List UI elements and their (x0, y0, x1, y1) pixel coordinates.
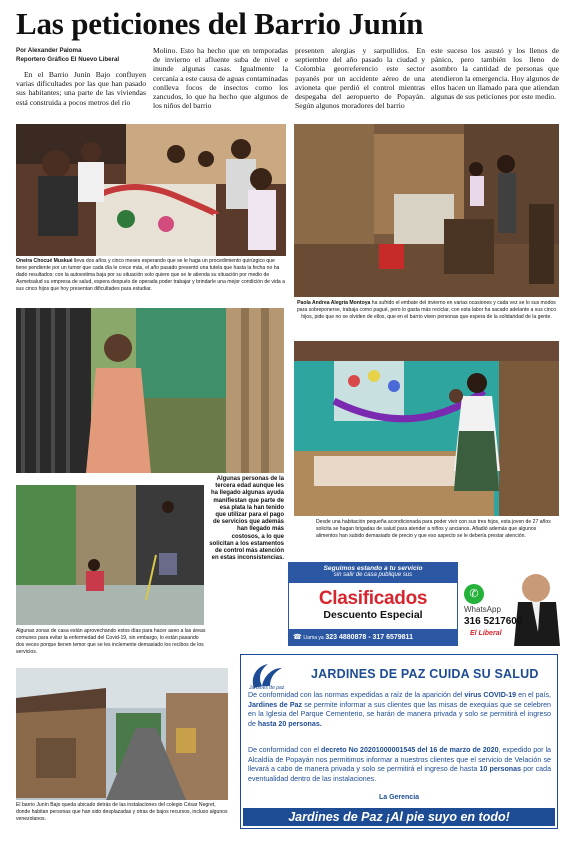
jardines-signature: La Gerencia (378, 794, 420, 801)
jardines-footer: Jardines de Paz ¡Al pie suyo en todo! (243, 808, 555, 826)
byline-role: Reportero Gráfico El Nuevo Liberal (16, 56, 120, 63)
ad-jardines[interactable] (240, 654, 558, 829)
caption-photo-5: Algunas zonas de casa están aprovechando estos días para hacer aseo a las áreas comunes para evitar la enfermedad del Covid-19, sin embargo, lo están pasando dos veces porque tienen temor que se les inclemente demasiado los recibos de los servicios. (16, 628, 206, 655)
jardines-title: JARDINES DE PAZ CUIDA SU SALUD (311, 667, 539, 681)
article-col-4: este suceso los asustó y los llenos de pánico, pero también los lleno de asombro la cantidad de personas que atendieron la emergencia. Hoy algunos de ellos hacen un llamado para que atiendan algunas de sus peticiones por este medio. (431, 46, 559, 102)
ad-whatsapp[interactable] (460, 562, 560, 646)
caption-photo-2 (294, 300, 559, 321)
caption-photo-2-text: ha sufrido el embate del invierno en varias ocasiones y cada vez se lo sus modos para sobreponerse, trabaja como pagué, pero lo gasta más reciclar, con esta labor ha sacado adelante a sus cinco hijos, pide que no se olviden de ellos, que en el barrio viven personas que espera de la solidaridad de la gente. (296, 300, 557, 320)
ad-clasificados-topbar (289, 563, 457, 583)
whatsapp-icon: ✆ (464, 584, 484, 604)
ad-clasificados[interactable] (288, 562, 458, 646)
photo-elderly-woman (16, 308, 284, 473)
ad-clasificados-contact (289, 629, 457, 645)
jardines-p2-d: 10 personas (479, 765, 522, 774)
article-col-3: presenten alergias y sarpullidos. En septiembre del año pasado la ciudad y Colombia georreferencio este sector payanés por un accidente aéreo de una avioneta que perdió el control mientras despegaba del aeropuerto de Popayán. Según algunos moradores del barrio (295, 46, 425, 111)
ad-clasificados-line1: Seguimos estando a tu servicio (323, 565, 423, 572)
whatsapp-label: WhatsApp (464, 605, 501, 614)
headline: Las peticiones del Barrio Junín (16, 6, 424, 41)
jardines-p2-e: por cada eventualidad dentro de las instalaciones. (248, 765, 552, 783)
caption-photo-6: El barrio Junín Bajo queda ubicado detrás de las instalaciones del colegio César Negret, donde habitan personas que han sido desplazadas y otras de bajos recursos, incluso algunos venezolanos. (16, 802, 228, 822)
photo-family (16, 124, 286, 256)
jardines-p1-a: De conformidad con las normas expedidas a raíz de la aparición del (248, 691, 465, 699)
jardines-paragraph-2 (248, 746, 551, 784)
jardines-paragraph-1 (248, 691, 551, 729)
jardines-p1-b: virus COVID-19 (464, 691, 517, 699)
jardines-p1-c: en el país, (516, 691, 551, 699)
caption-photo-3-side: Algunas personas de la tercera edad aunque les ha llegado algunas ayuda manifiestan que parte de esa plata la han tenido que utilizar para el pago de servicios que además han llegado más costosos, a lo que solicitan a los estamentos de control más atención en estas inconsistencias. (209, 476, 284, 562)
ad-clasificados-title: Clasificados (318, 588, 428, 609)
caption-photo-2-name: Paola Andrea Alegría Montoya (297, 300, 371, 306)
byline-author: Por Alexander Paloma (16, 47, 82, 54)
ad-clasificados-contact-prefix: Llama ya (303, 635, 324, 641)
jardines-p1-e: se permite informar a sus clientes que las misas de exequias que se celebren en la Iglesia del Parque Cementerio, se harán de manera privada y solo se permitirá el ingreso de (248, 700, 552, 728)
caption-photo-1-text: lleva dos años y cinco meses esperando que se le haga un procedimiento quirúrgico que tiene pendiente por un tumor que cada día le crece más, el año pasado presentó una tutela que hasta la fecha no ha dado resultados; con la autoestima baja por su situación solo quiere que se le atienda su situación por medio de Asmetsalud su empresa de salud, espera después de operada poder trabajar y brindarle una mejor condición de vida a sus cinco hijos que hoy presentan dificultades para estudiar. (16, 258, 286, 292)
jardines-p2-c: , expedido por la Alcaldía de Popayán nos permitimos informar a nuestros clientes que el servicio de Velación se llevará a cabo de manera privada y solo se permitirá el ingreso de hasta (248, 746, 551, 774)
caption-photo-1 (16, 258, 286, 293)
byline (16, 46, 119, 64)
jardines-p1-f: hasta 20 personas. (257, 719, 322, 728)
photo-mother-room (294, 341, 559, 516)
whatsapp-number: 316 5217600 (464, 616, 523, 627)
photo-street (16, 668, 228, 800)
jardines-p1-d: Jardines de Paz (248, 700, 303, 709)
article-col-2: Molino. Esto ha hecho que en temporadas de invierno el afluente suba de nivel e inunde algunas casas. Igualmente la cercanía a este causa de aguas contaminadas conlleva focos de insectos como los zancudos, lo que ha hecho que algunos de los niños del barrio (153, 46, 288, 111)
brand-logo: El Liberal (470, 630, 502, 637)
photo-sweeping (16, 485, 204, 625)
jardines-p2-a: De conformidad con el (248, 746, 321, 754)
ad-clasificados-phones: 323 4880878 - 317 6579811 (325, 634, 413, 641)
caption-photo-4: Desde una habitación pequeña acondicionada para poder vivir con sus tres hijos, esta joven de 27 años solicita se hagan brigadas de salud para atender a niños y ancianos. Afiadió además que algunos alimentos han subido demasiado de precio y que eso aspecto se le debería prestar atención. (316, 519, 551, 539)
jardines-logo-text: Jardines de paz (249, 685, 285, 691)
photo-wooden-house (294, 124, 559, 297)
caption-photo-1-name: Oneira Chocué Muskué (16, 258, 73, 264)
jardines-p2-b: decreto No 20201000001545 del 16 de marzo de 2020 (320, 746, 499, 754)
article-col-1: En el Barrio Junín Bajo confluyen varias dificultades por las que han pasado sus habitantes; una parte de las viviendas está construida a pocos metros del río (16, 70, 146, 107)
ad-clasificados-line2: sin salir de casa publique sus (333, 572, 413, 578)
ad-clasificados-subtitle: Descuento Especial (323, 609, 423, 621)
phone-icon: ☎ (293, 634, 302, 641)
